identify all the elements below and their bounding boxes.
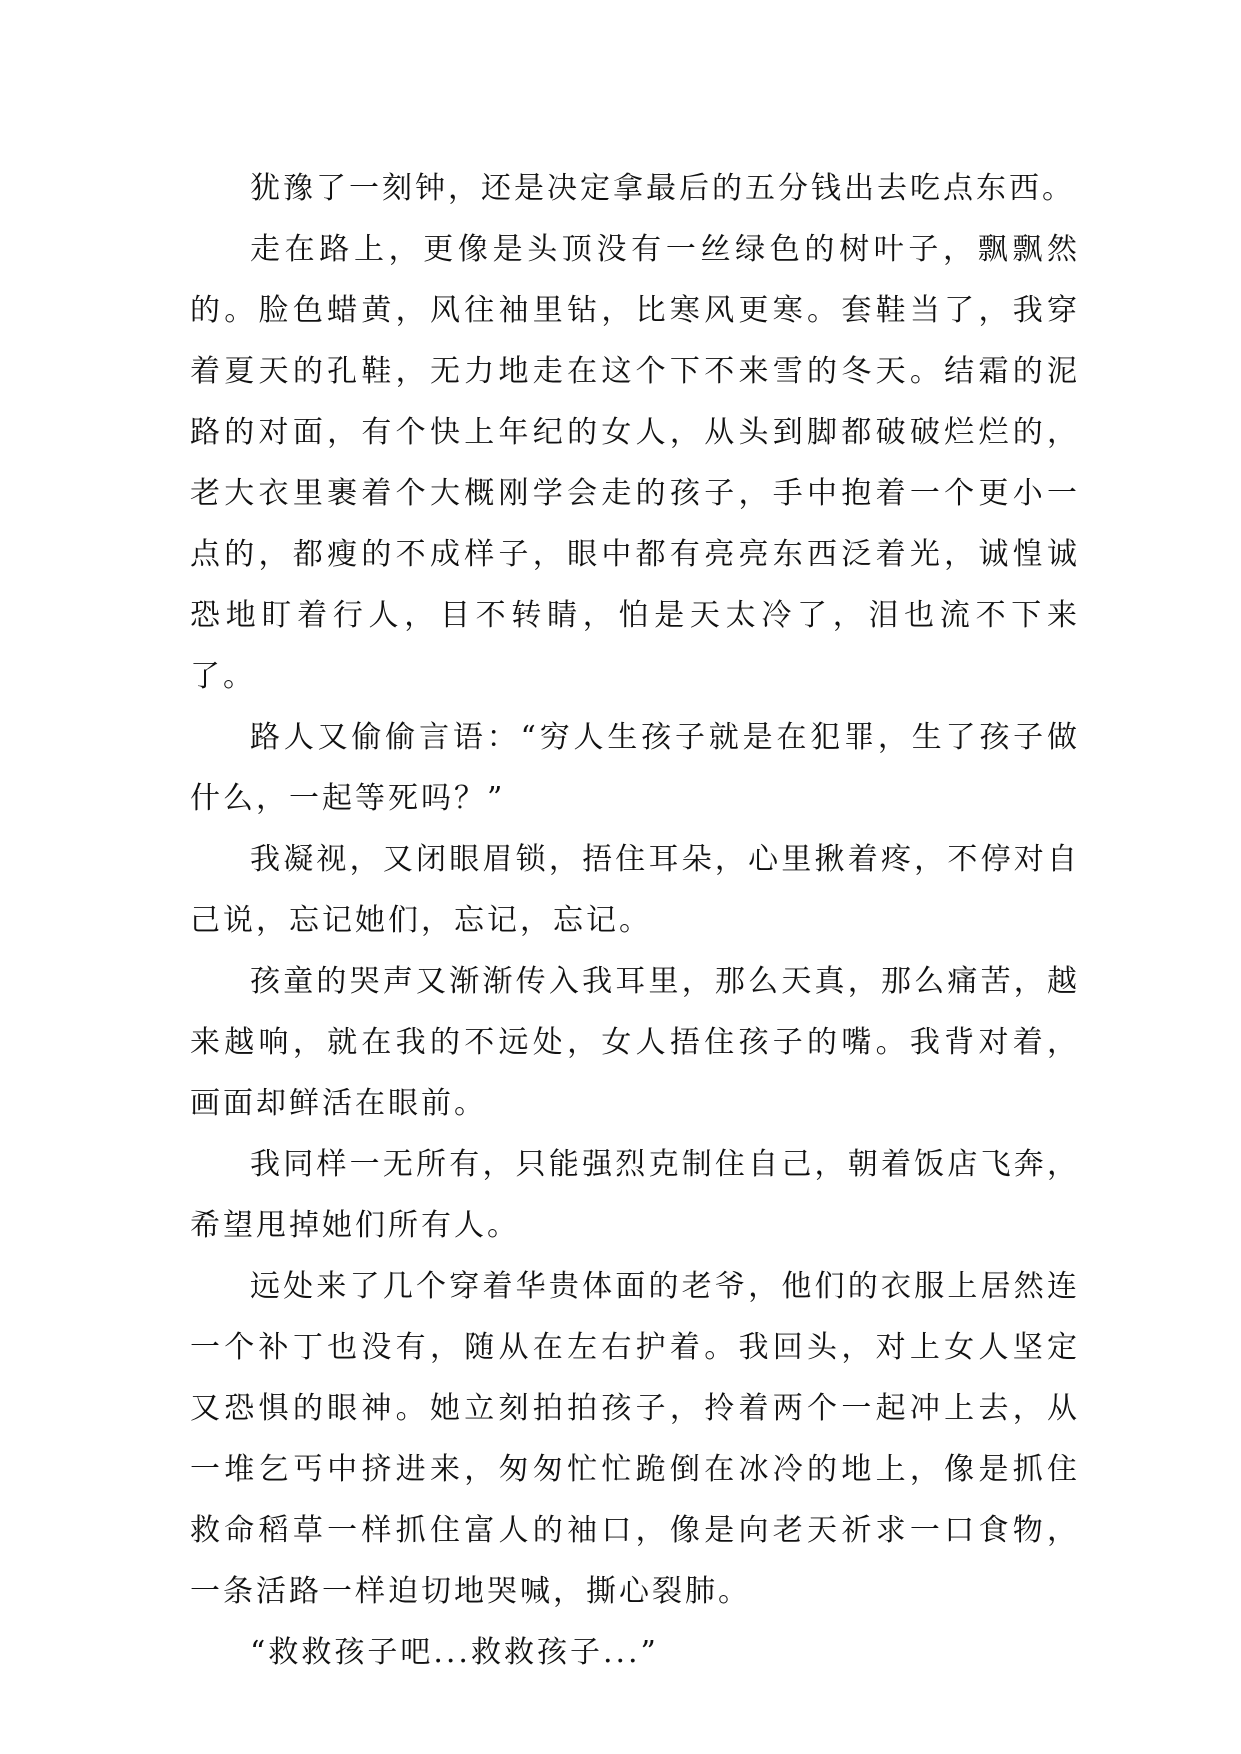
paragraph: 远处来了几个穿着华贵体面的老爷，他们的衣服上居然连一个补丁也没有，随从在左右护着。我回头，对上女人坚定又恐惧的眼神。她立刻拍拍孩子，拎着两个一起冲上去，从一堆乞丐中挤进来，匆匆忙忙跪倒在冰冷的地上，像是抓住救命稻草一样抓住富人的袖口，像是向老天祈求一口食物，一条活路一样迫切地哭喊，撕心裂肺。 xyxy=(190,1269,1080,1609)
paragraph: 路人又偷偷言语：“穷人生孩子就是在犯罪，生了孩子做什么，一起等死吗？” xyxy=(190,720,1080,816)
paragraph: 走在路上，更像是头顶没有一丝绿色的树叶子，飘飘然的。脸色蜡黄，风往袖里钻，比寒风更寒。套鞋当了，我穿着夏天的孔鞋，无力地走在这个下不来雪的冬天。结霜的泥路的对面，有个快上年纪的女人，从头到脚都破破烂烂的，老大衣里裹着个大概刚学会走的孩子，手中抱着一个更小一点的，都瘦的不成样子，眼中都有亮亮东西泛着光，诚惶诚恐地盯着行人，目不转睛，怕是天太冷了，泪也流不下来了。 xyxy=(190,232,1080,694)
paragraph: “救救孩子吧...救救孩子...” xyxy=(250,1635,659,1670)
paragraph: 我同样一无所有，只能强烈克制住自己，朝着饭店飞奔，希望甩掉她们所有人。 xyxy=(190,1147,1080,1243)
body-text xyxy=(190,158,1080,1683)
paragraph: 我凝视，又闭眼眉锁，捂住耳朵，心里揪着疼，不停对自己说，忘记她们，忘记，忘记。 xyxy=(190,842,1080,938)
paragraph: 犹豫了一刻钟，还是决定拿最后的五分钱出去吃点东西。 xyxy=(250,171,1075,206)
paragraph: 孩童的哭声又渐渐传入我耳里，那么天真，那么痛苦，越来越响，就在我的不远处，女人捂住孩子的嘴。我背对着，画面却鲜活在眼前。 xyxy=(190,964,1080,1121)
